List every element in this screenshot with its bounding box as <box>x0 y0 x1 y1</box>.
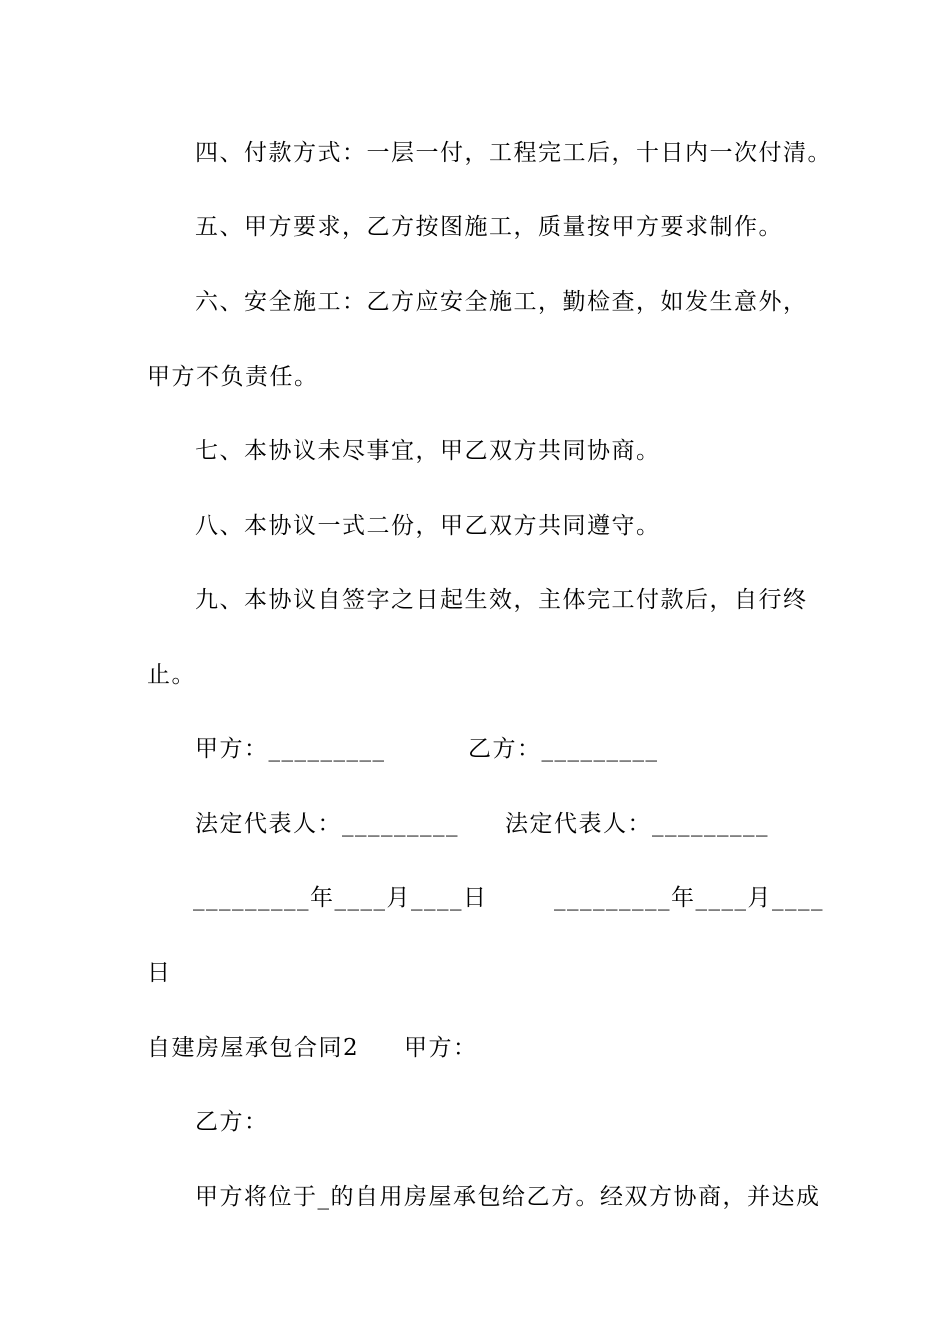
clause-9: 九、本协议自签字之日起生效，主体完工付款后，自行终 <box>195 587 808 613</box>
party-a-date: _________年____月____日 <box>193 885 488 911</box>
party-a-representative: 法定代表人：_________ <box>195 811 459 837</box>
clause-5: 五、甲方要求，乙方按图施工，质量按甲方要求制作。 <box>195 214 783 240</box>
party-b-signature: 乙方：_________ <box>468 736 659 762</box>
clause-8: 八、本协议一式二份，甲乙双方共同遵守。 <box>195 513 661 539</box>
contract-2-intro: 甲方将位于_的自用房屋承包给乙方。经双方协商，并达成 <box>195 1184 821 1210</box>
contract-2-party-b: 乙方： <box>195 1109 269 1135</box>
clause-6-continued: 甲方不负责任。 <box>147 364 319 390</box>
clause-7: 七、本协议未尽事宜，甲乙双方共同协商。 <box>195 438 661 464</box>
contract-2-party-a: 甲方： <box>404 1035 478 1061</box>
party-a-signature: 甲方：_________ <box>195 736 386 762</box>
clause-9-continued: 止。 <box>147 662 196 688</box>
clause-4: 四、付款方式：一层一付，工程完工后，十日内一次付清。 <box>195 140 832 166</box>
party-b-date: _________年____月____ <box>554 885 824 911</box>
clause-6: 六、安全施工：乙方应安全施工，勤检查，如发生意外， <box>195 289 808 315</box>
party-b-date-day: 日 <box>147 960 172 986</box>
contract-2-title: 自建房屋承包合同2 <box>147 1035 360 1061</box>
party-b-representative: 法定代表人：_________ <box>505 811 769 837</box>
